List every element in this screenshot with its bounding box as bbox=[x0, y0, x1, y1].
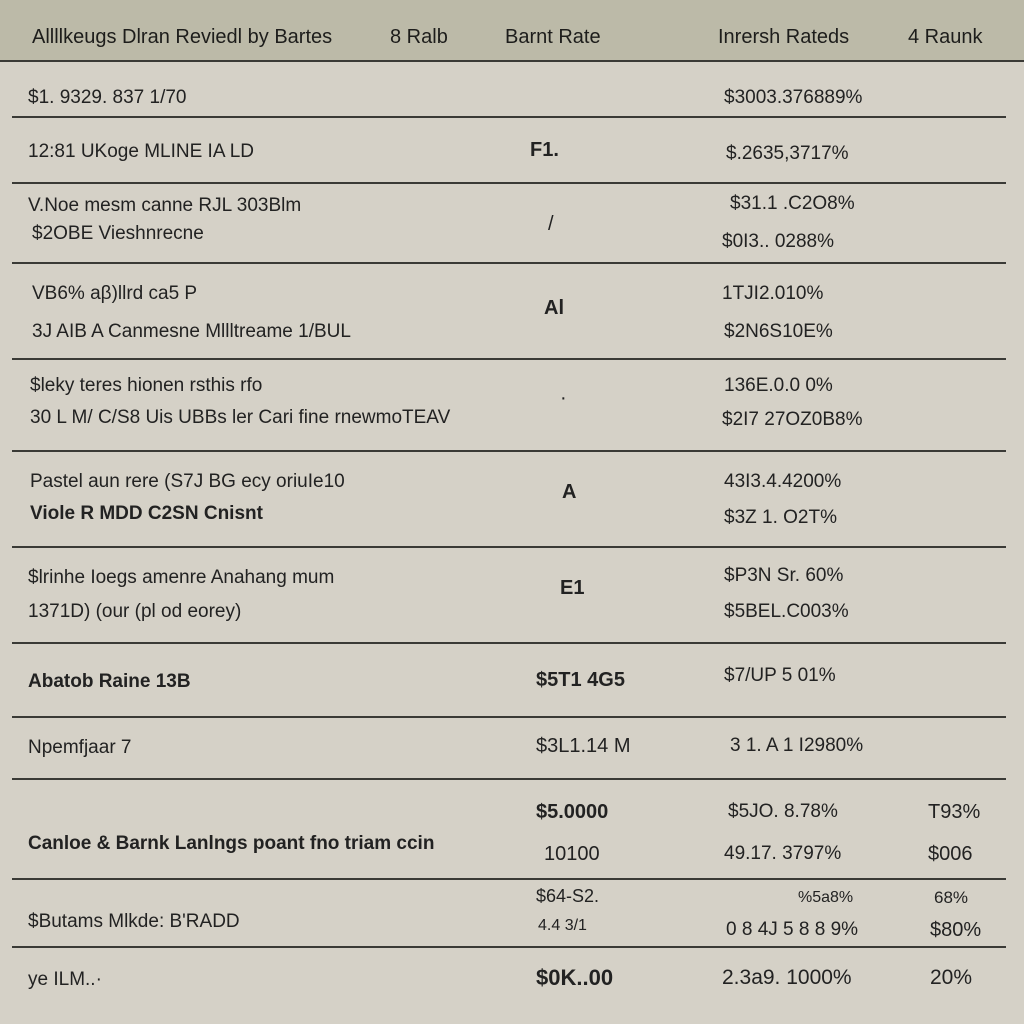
row-description-line2: 30 L M/ C/S8 Uis UBBs ler Cari fine rnewmoTEAV bbox=[30, 407, 451, 428]
header-col-rate: 8 Ralb bbox=[390, 26, 448, 48]
row-mid-value-line1: F1. bbox=[530, 139, 559, 161]
table-row bbox=[12, 780, 1006, 880]
table-row bbox=[12, 184, 1006, 264]
row-rate-line2: $2N6S10E% bbox=[724, 321, 833, 342]
row-mid-value-line2: 4.4 3/1 bbox=[538, 917, 587, 934]
row-rate-line1: $31.1 .C2O8% bbox=[730, 193, 855, 214]
table-row bbox=[12, 880, 1006, 948]
row-rank-line1: 20% bbox=[930, 966, 973, 989]
row-rate-line2: $5BEL.C003% bbox=[724, 601, 849, 622]
row-description-line2: 1371D) (our (pl od eorey) bbox=[28, 601, 242, 622]
row-description-line1: Canloe & Barnk Lanlngs poant fno triam ccin bbox=[28, 833, 435, 854]
row-mid-value-line1: Al bbox=[544, 297, 564, 319]
table-row bbox=[12, 452, 1006, 548]
header-col-description: Allllkeugs Dlran Reviedl by Bartes bbox=[32, 26, 333, 48]
table-row bbox=[12, 264, 1006, 360]
row-description-line2: Viole R MDD C2SN Cnisnt bbox=[30, 503, 263, 524]
row-description-line2: $2OBE Vieshnrecne bbox=[32, 223, 204, 244]
row-rate-line1: 136E.0.0 0% bbox=[724, 375, 833, 396]
row-mid-value-line1: $5T1 4G5 bbox=[536, 669, 625, 691]
table-row bbox=[12, 62, 1006, 118]
table-row bbox=[12, 948, 1006, 1024]
row-description-line1: VB6% aβ)llrd ca5 P bbox=[32, 283, 198, 304]
table-row bbox=[12, 718, 1006, 780]
row-description-line1: $Butams Mlkde: B'RADD bbox=[28, 911, 240, 932]
row-mid-value-line1: $3L1.14 M bbox=[536, 735, 631, 757]
row-mid-value-line1: / bbox=[548, 213, 554, 235]
row-description-line1: $lrinhe Ioegs amenre Anahang mum bbox=[28, 567, 335, 588]
row-description-line1: ye ILM..· bbox=[28, 969, 102, 990]
row-rate-line1: 3 1. A 1 I2980% bbox=[730, 735, 864, 756]
row-mid-value-line1: $64-S2. bbox=[536, 886, 600, 906]
row-mid-value-line1: $5.0000 bbox=[536, 801, 609, 823]
row-description-line1: $1. 9329. 837 1/70 bbox=[28, 87, 187, 108]
row-description-line1: Abatob Raine 13B bbox=[28, 671, 191, 692]
row-rate-line1: 1TJI2.010% bbox=[722, 283, 824, 304]
row-rate-line1: 2.3a9. 1000% bbox=[722, 966, 852, 989]
row-rate-line1: $5JO. 8.78% bbox=[728, 801, 838, 822]
row-rate-line2: $2I7 27OZ0B8% bbox=[722, 409, 863, 430]
row-description-line1: Pastel aun rere (S7J BG ecy oriuIe10 bbox=[30, 471, 345, 492]
row-mid-value-line1: $0K..00 bbox=[536, 965, 614, 990]
row-rate-line2: 0 8 4J 5 8 8 9% bbox=[726, 919, 859, 940]
row-rank-line2: $006 bbox=[928, 843, 973, 865]
row-mid-value-line1: E1 bbox=[560, 577, 585, 599]
row-rate-line1: %5a8% bbox=[798, 889, 854, 906]
row-rank-line2: $80% bbox=[930, 919, 982, 941]
row-description-line1: Npemfjaar 7 bbox=[28, 737, 132, 758]
row-rate-line1: $P3N Sr. 60% bbox=[724, 565, 844, 586]
row-rate-line2: $0I3.. 0288% bbox=[722, 231, 834, 252]
row-mid-value-line1: · bbox=[560, 387, 567, 409]
row-rate-line2: 49.17. 3797% bbox=[724, 843, 842, 864]
table-header bbox=[0, 0, 1024, 62]
row-rate-line1: $.2635,3717% bbox=[726, 143, 849, 164]
row-description-line2: 3J AIB A Canmesne Mllltreame 1/BUL bbox=[32, 321, 351, 342]
row-rate-line2: $3Z 1. O2T% bbox=[724, 507, 837, 528]
row-rate-line1: 43I3.4.4200% bbox=[724, 471, 842, 492]
header-col-interest-rates: Inrersh Rateds bbox=[718, 26, 850, 48]
table-row bbox=[12, 118, 1006, 184]
row-mid-value-line1: A bbox=[562, 481, 577, 503]
header-col-bank-rate: Barnt Rate bbox=[505, 26, 601, 48]
table-row bbox=[12, 548, 1006, 644]
row-description-line1: V.Noe mesm canne RJL 303Blm bbox=[28, 195, 302, 216]
row-description-line1: 12:81 UKoge MLINE IA LD bbox=[28, 141, 255, 162]
table-row bbox=[12, 360, 1006, 452]
row-rank-line1: T93% bbox=[928, 801, 981, 823]
row-rank-line1: 68% bbox=[934, 888, 969, 907]
table-row bbox=[12, 644, 1006, 718]
row-rate-line1: $3003.376889% bbox=[724, 87, 863, 108]
row-rate-line1: $7/UP 5 01% bbox=[724, 665, 836, 686]
header-col-rank: 4 Raunk bbox=[908, 26, 983, 48]
row-mid-value-line2: 10100 bbox=[544, 843, 600, 865]
row-description-line1: $leky teres hionen rsthis rfo bbox=[30, 375, 263, 396]
